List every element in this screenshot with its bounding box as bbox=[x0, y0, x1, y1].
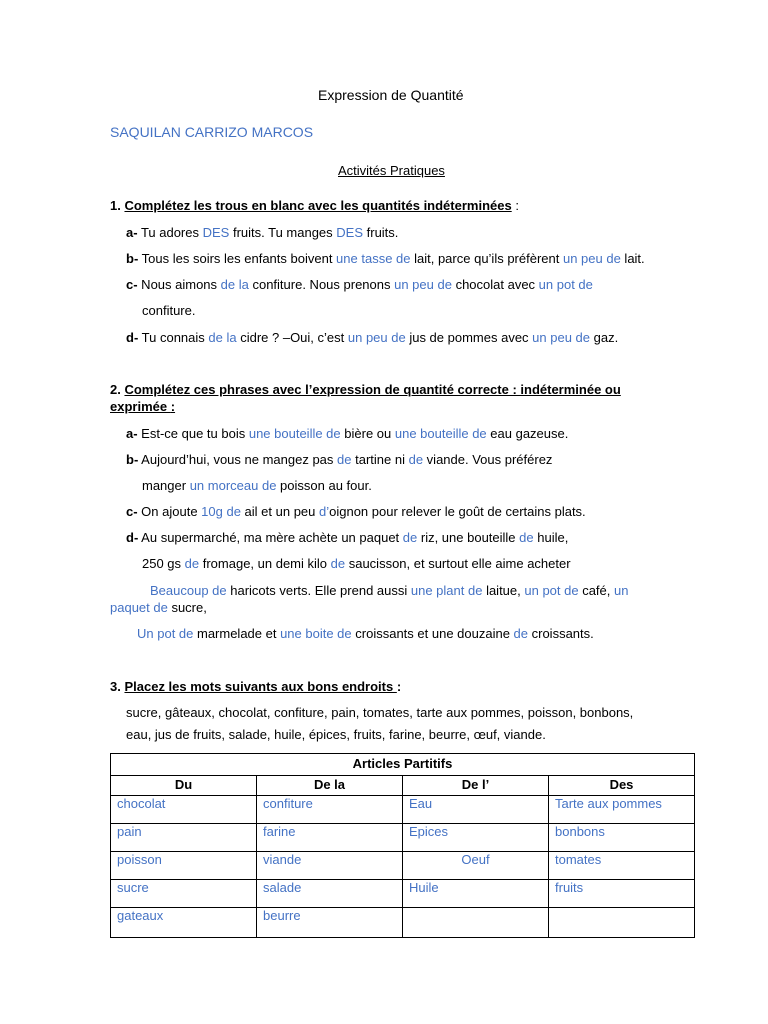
text: Aujourd’hui, vous ne mangez pas bbox=[138, 452, 338, 467]
exercise-1-item-c bbox=[126, 277, 593, 293]
table-row bbox=[111, 880, 695, 908]
answer: une bouteille de bbox=[394, 426, 487, 441]
text: cidre ? –Oui, c’est bbox=[236, 330, 348, 345]
text: Nous aimons bbox=[137, 277, 221, 292]
answer: d’ bbox=[319, 504, 330, 519]
text: bière ou bbox=[340, 426, 395, 441]
item-marker: d- bbox=[126, 530, 139, 545]
text: huile, bbox=[533, 530, 569, 545]
exercise-1-item-a bbox=[126, 225, 398, 241]
item-marker: a- bbox=[126, 426, 138, 441]
table-cell: bonbons bbox=[549, 824, 695, 852]
text: jus de pommes avec bbox=[405, 330, 533, 345]
column-header-de-la: De la bbox=[257, 776, 403, 796]
answer: de bbox=[337, 452, 352, 467]
answer: une plant de bbox=[410, 583, 483, 598]
exercise-1-item-c-continued: confiture. bbox=[142, 303, 196, 318]
text: marmelade et bbox=[193, 626, 281, 641]
column-header-du: Du bbox=[111, 776, 257, 796]
answer: de bbox=[513, 626, 529, 641]
exercise-1-item-b bbox=[126, 251, 645, 267]
exercise-2-item-d-line-3 bbox=[150, 583, 628, 599]
text: Au supermarché, ma mère achète un paquet bbox=[138, 530, 403, 545]
item-marker: c- bbox=[126, 277, 138, 292]
text: Tu connais bbox=[138, 330, 209, 345]
text: 250 gs bbox=[142, 556, 185, 571]
answer: 10g de bbox=[201, 504, 241, 519]
text: saucisson, et surtout elle aime acheter bbox=[345, 556, 571, 571]
text: Tous les soirs les enfants boivent bbox=[138, 251, 337, 266]
answer: Beaucoup de bbox=[150, 583, 227, 598]
heading-colon: : bbox=[515, 198, 519, 213]
exercise-3-heading bbox=[110, 679, 401, 695]
text: fruits. bbox=[363, 225, 399, 240]
text: ail et un peu bbox=[240, 504, 319, 519]
item-marker: d- bbox=[126, 330, 139, 345]
exercise-2-item-d-line-5 bbox=[137, 626, 594, 642]
text: lait, parce qu’ils préfèrent bbox=[410, 251, 563, 266]
document-title: Expression de Quantité bbox=[318, 87, 464, 103]
exercise-instruction: exprimée bbox=[110, 399, 171, 414]
exercise-number: 2. bbox=[110, 382, 121, 397]
exercise-instruction: Placez les mots suivants aux bons endroits bbox=[124, 679, 397, 694]
table-title-row bbox=[111, 754, 695, 776]
text: Tu adores bbox=[137, 225, 203, 240]
table-cell: tomates bbox=[549, 852, 695, 880]
exercise-instruction: Complétez ces phrases avec l’expression de quantité correcte : indéterminée ou bbox=[124, 382, 621, 397]
exercise-2-item-d-line-4 bbox=[110, 600, 207, 616]
table-cell: fruits bbox=[549, 880, 695, 908]
table-header-row bbox=[111, 776, 695, 796]
item-marker: b- bbox=[126, 452, 139, 467]
text: sucre, bbox=[167, 600, 207, 615]
exercise-2-item-d-line-2 bbox=[142, 556, 571, 572]
section-subtitle: Activités Pratiques bbox=[338, 163, 445, 178]
column-header-des: Des bbox=[549, 776, 695, 796]
author-name: SAQUILAN CARRIZO MARCOS bbox=[110, 124, 314, 140]
answer: de bbox=[184, 556, 200, 571]
text: eau gazeuse. bbox=[486, 426, 569, 441]
answer: de la bbox=[220, 277, 249, 292]
text: fruits. Tu manges bbox=[229, 225, 337, 240]
answer: une tasse de bbox=[336, 251, 411, 266]
answer: un pot de bbox=[538, 277, 593, 292]
answer: de bbox=[330, 556, 346, 571]
exercise-2-item-b-continued bbox=[142, 478, 372, 494]
table-cell: sucre bbox=[111, 880, 257, 908]
table-cell: Eau bbox=[403, 796, 549, 824]
table-row bbox=[111, 824, 695, 852]
answer: Un pot de bbox=[137, 626, 194, 641]
table-cell: salade bbox=[257, 880, 403, 908]
answer: un peu de bbox=[347, 330, 406, 345]
answer: de bbox=[402, 530, 418, 545]
text: chocolat avec bbox=[451, 277, 539, 292]
text: riz, une bouteille bbox=[417, 530, 520, 545]
answer: une boite de bbox=[280, 626, 352, 641]
heading-colon: : bbox=[170, 399, 176, 414]
table-cell: Huile bbox=[403, 880, 549, 908]
word-list-line-1: sucre, gâteaux, chocolat, confiture, pain, tomates, tarte aux pommes, poisson, bonbons, bbox=[126, 705, 634, 720]
exercise-2-item-d bbox=[126, 530, 568, 546]
text: poisson au four. bbox=[276, 478, 372, 493]
answer: paquet de bbox=[110, 600, 168, 615]
text: viande. Vous préférez bbox=[423, 452, 553, 467]
table-cell: viande bbox=[257, 852, 403, 880]
table-cell: poisson bbox=[111, 852, 257, 880]
answer: un peu de bbox=[532, 330, 591, 345]
text: oignon pour relever le goût de certains plats. bbox=[329, 504, 586, 519]
table-row bbox=[111, 908, 695, 938]
heading-colon: : bbox=[396, 679, 402, 694]
table-cell: chocolat bbox=[111, 796, 257, 824]
answer: DES bbox=[202, 225, 230, 240]
word-list-line-2: eau, jus de fruits, salade, huile, épices, fruits, farine, beurre, œuf, viande. bbox=[126, 727, 546, 742]
item-marker: a- bbox=[126, 225, 138, 240]
text: café, bbox=[578, 583, 615, 598]
column-header-de-l: De l’ bbox=[403, 776, 549, 796]
text: tartine ni bbox=[351, 452, 409, 467]
text: croissants et une douzaine bbox=[351, 626, 514, 641]
text: haricots verts. Elle prend aussi bbox=[226, 583, 411, 598]
table-title: Articles Partitifs bbox=[111, 754, 695, 776]
table-cell: gateaux bbox=[111, 908, 257, 938]
table-cell: Tarte aux pommes bbox=[549, 796, 695, 824]
table-row bbox=[111, 796, 695, 824]
exercise-instruction: Complétez les trous en blanc avec les quantités indéterminées bbox=[124, 198, 512, 213]
exercise-2-item-a bbox=[126, 426, 568, 442]
answer: un pot de bbox=[524, 583, 579, 598]
answer: une bouteille de bbox=[248, 426, 341, 441]
table-cell: Epices bbox=[403, 824, 549, 852]
exercise-1-item-d bbox=[126, 330, 618, 346]
exercise-number: 1. bbox=[110, 198, 121, 213]
text: Est-ce que tu bois bbox=[137, 426, 249, 441]
exercise-2-heading bbox=[110, 382, 621, 398]
table-row bbox=[111, 852, 695, 880]
table-cell: beurre bbox=[257, 908, 403, 938]
item-marker: b- bbox=[126, 251, 139, 266]
answer: un bbox=[614, 583, 629, 598]
answer: un peu de bbox=[394, 277, 452, 292]
answer: de la bbox=[208, 330, 237, 345]
text: On ajoute bbox=[137, 504, 202, 519]
exercise-number: 3. bbox=[110, 679, 121, 694]
exercise-1-heading bbox=[110, 198, 519, 214]
table-cell: Oeuf bbox=[403, 852, 549, 880]
answer: un peu de bbox=[562, 251, 621, 266]
table-cell: farine bbox=[257, 824, 403, 852]
item-marker: c- bbox=[126, 504, 138, 519]
text: confiture. Nous prenons bbox=[248, 277, 395, 292]
text: lait. bbox=[620, 251, 645, 266]
text: croissants. bbox=[528, 626, 594, 641]
exercise-2-item-b bbox=[126, 452, 552, 468]
text: fromage, un demi kilo bbox=[199, 556, 331, 571]
partitive-articles-table bbox=[110, 753, 695, 938]
answer: DES bbox=[336, 225, 364, 240]
text: laitue, bbox=[482, 583, 525, 598]
answer: de bbox=[408, 452, 424, 467]
table-cell: pain bbox=[111, 824, 257, 852]
exercise-2-heading-continued bbox=[110, 399, 175, 415]
table-cell: confiture bbox=[257, 796, 403, 824]
text: manger bbox=[142, 478, 190, 493]
text: gaz. bbox=[590, 330, 619, 345]
table-cell bbox=[549, 908, 695, 938]
exercise-2-item-c bbox=[126, 504, 586, 520]
table-cell bbox=[403, 908, 549, 938]
answer: un morceau de bbox=[189, 478, 277, 493]
answer: de bbox=[519, 530, 534, 545]
